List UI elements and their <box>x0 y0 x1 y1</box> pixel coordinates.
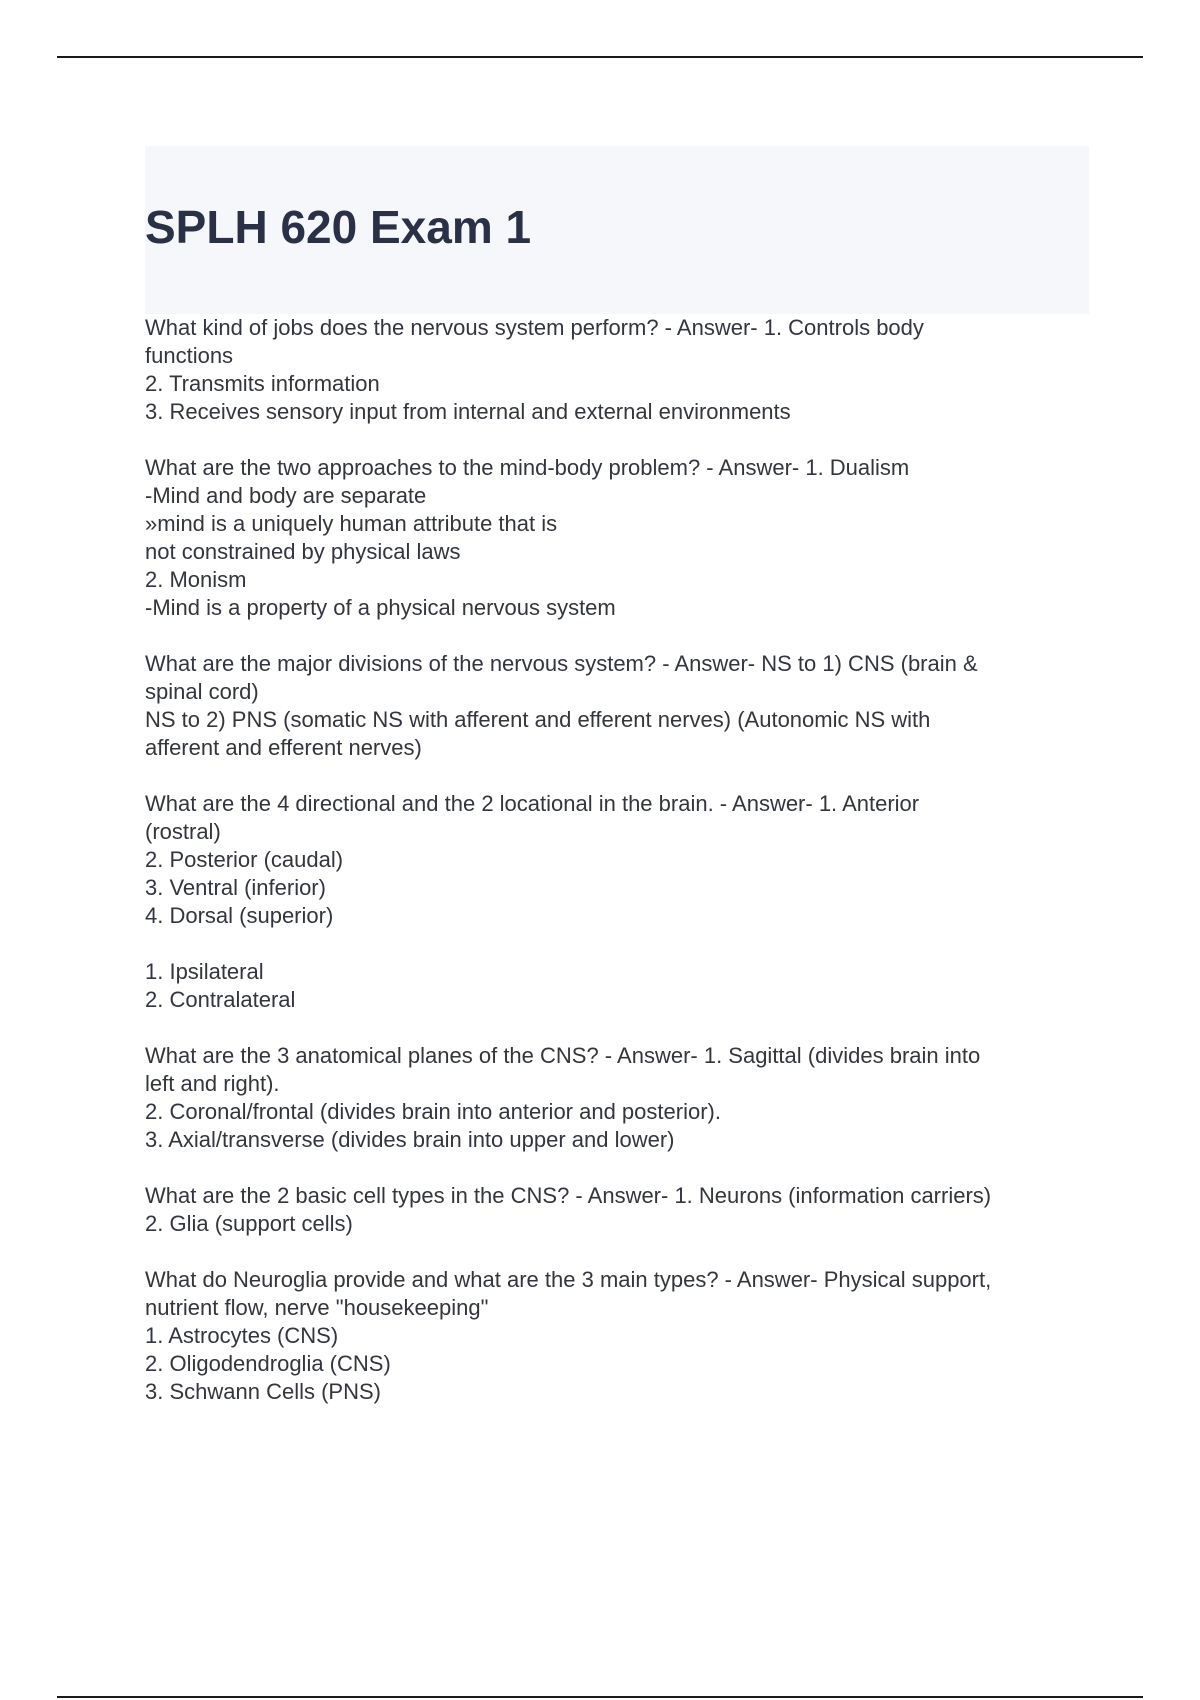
qa-line: What kind of jobs does the nervous system perform? - Answer- 1. Controls body <box>145 315 924 340</box>
qa-line: 2. Monism <box>145 567 247 592</box>
title-band <box>145 146 1089 314</box>
top-rule <box>57 56 1143 58</box>
qa-entry-5 <box>145 958 1089 1014</box>
qa-line: 2. Contralateral <box>145 987 296 1012</box>
page-title: SPLH 620 Exam 1 <box>145 201 532 253</box>
qa-line: 3. Axial/transverse (divides brain into upper and lower) <box>145 1127 675 1152</box>
qa-line: What are the major divisions of the nervous system? - Answer- NS to 1) CNS (brain & <box>145 651 978 676</box>
qa-line: 3. Schwann Cells (PNS) <box>145 1379 381 1404</box>
qa-entry-2 <box>145 454 1089 622</box>
qa-line: What are the 2 basic cell types in the CNS? - Answer- 1. Neurons (information carriers) <box>145 1183 992 1208</box>
qa-line: 2. Transmits information <box>145 371 380 396</box>
qa-line: 3. Receives sensory input from internal and external environments <box>145 399 791 424</box>
qa-line: 4. Dorsal (superior) <box>145 903 334 928</box>
qa-entry-8 <box>145 1266 1089 1406</box>
qa-line: -Mind is a property of a physical nervous system <box>145 595 616 620</box>
qa-line: NS to 2) PNS (somatic NS with afferent and efferent nerves) (Autonomic NS with <box>145 707 931 732</box>
qa-line: -Mind and body are separate <box>145 483 427 508</box>
qa-entry-1 <box>145 314 1089 426</box>
qa-line: functions <box>145 343 234 368</box>
qa-line: »mind is a uniquely human attribute that is <box>145 511 558 536</box>
qa-line: What are the 4 directional and the 2 locational in the brain. - Answer- 1. Anterior <box>145 791 920 816</box>
qa-line: left and right). <box>145 1071 280 1096</box>
qa-entry-7 <box>145 1182 1089 1238</box>
qa-line: 3. Ventral (inferior) <box>145 875 326 900</box>
qa-line: 2. Posterior (caudal) <box>145 847 344 872</box>
qa-line: 1. Ipsilateral <box>145 959 264 984</box>
qa-line: not constrained by physical laws <box>145 539 461 564</box>
qa-line: nutrient flow, nerve "housekeeping" <box>145 1295 489 1320</box>
qa-line: 2. Oligodendroglia (CNS) <box>145 1351 391 1376</box>
qa-line: What are the two approaches to the mind-body problem? - Answer- 1. Dualism <box>145 455 910 480</box>
qa-line: What do Neuroglia provide and what are the 3 main types? - Answer- Physical support, <box>145 1267 992 1292</box>
qa-line: 2. Glia (support cells) <box>145 1211 353 1236</box>
qa-entry-4 <box>145 790 1089 930</box>
qa-line: 2. Coronal/frontal (divides brain into anterior and posterior). <box>145 1099 721 1124</box>
qa-entry-3 <box>145 650 1089 762</box>
qa-line: spinal cord) <box>145 679 259 704</box>
qa-line: afferent and efferent nerves) <box>145 735 422 760</box>
qa-entry-6 <box>145 1042 1089 1154</box>
qa-line: 1. Astrocytes (CNS) <box>145 1323 339 1348</box>
qa-content <box>145 314 1089 1434</box>
qa-line: What are the 3 anatomical planes of the CNS? - Answer- 1. Sagittal (divides brain into <box>145 1043 981 1068</box>
qa-line: (rostral) <box>145 819 221 844</box>
bottom-rule <box>57 1696 1143 1698</box>
